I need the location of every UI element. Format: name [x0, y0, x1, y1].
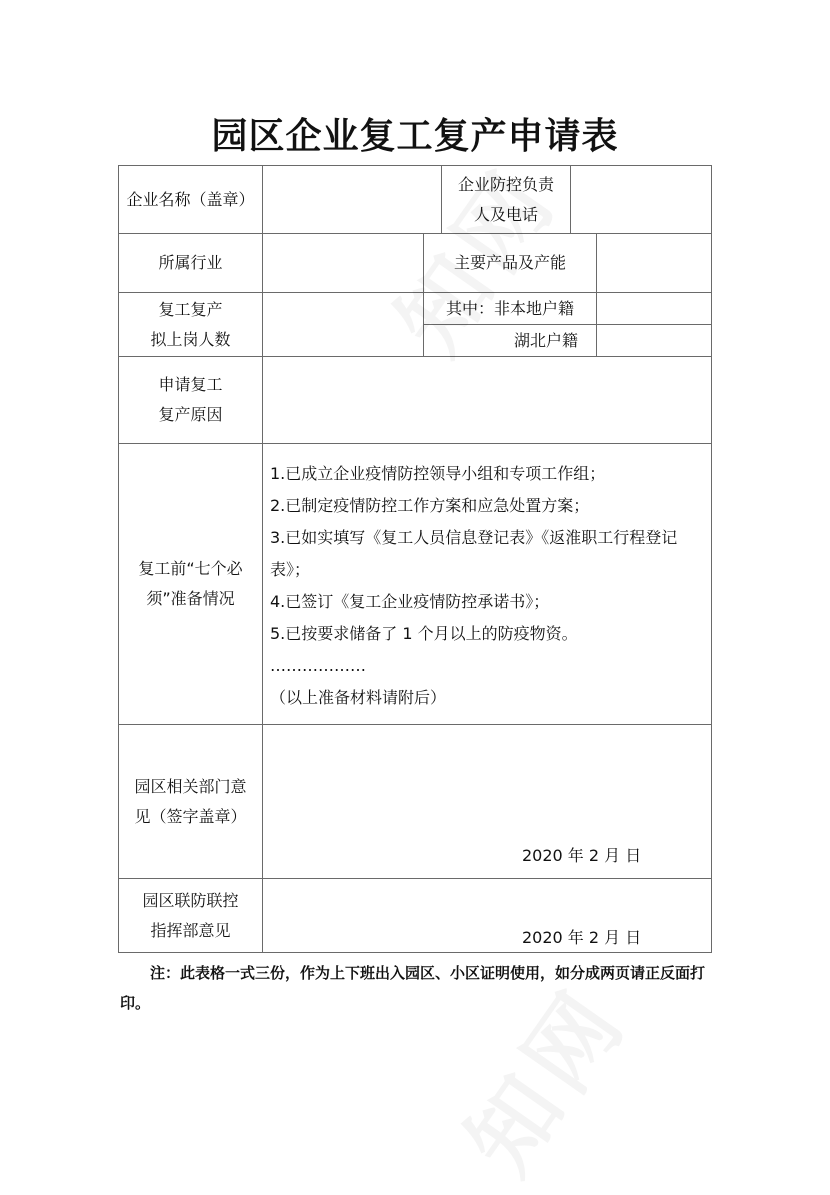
hubei-field[interactable]: [596, 324, 712, 357]
dept-opinion-label-line2: 见（签字盖章）: [134, 806, 247, 826]
reason-field[interactable]: [262, 356, 712, 444]
company-name-label-cell: [118, 165, 263, 234]
contact-label-line2: 人及电话: [473, 204, 538, 224]
preparation-label-cell: [118, 443, 263, 725]
preparation-checklist: [270, 458, 700, 714]
dept-opinion-label-cell: [118, 724, 263, 879]
hq-opinion-label-cell: [118, 878, 263, 953]
staff-label-line1: 复工复产: [158, 299, 223, 319]
product-label: 主要产品及产能: [453, 253, 566, 272]
industry-label-cell: [118, 233, 263, 293]
company-name-label: 企业名称（盖章）: [126, 189, 255, 209]
page-title: 园区企业复工复产申请表: [211, 116, 619, 157]
checklist-item: 5.已按要求储备了 1 个月以上的防疫物资。: [270, 624, 578, 643]
contact-label-line1: 企业防控负责: [457, 174, 554, 194]
contact-field[interactable]: [570, 165, 712, 234]
dept-opinion-field[interactable]: [262, 724, 712, 879]
checklist-item: 2.已制定疫情防控工作方案和应急处置方案；: [270, 496, 590, 515]
reason-label-line2: 复产原因: [158, 405, 223, 424]
nonlocal-field[interactable]: [596, 292, 712, 325]
staff-label-line2: 拟上岗人数: [150, 329, 231, 349]
reason-label-line1: 申请复工: [158, 375, 223, 394]
checklist-attachment-note: （以上准备材料请附后）: [270, 688, 447, 707]
checklist-item: 3.已如实填写《复工人员信息登记表》《返淮职工行程登记表》；: [270, 528, 678, 579]
preparation-label-line1: 复工前“七个必: [138, 559, 243, 578]
hq-opinion-field[interactable]: [262, 878, 712, 953]
reason-label-cell: [118, 356, 263, 444]
hq-opinion-date: 2020 年 2 月 日: [522, 928, 642, 947]
preparation-label-line2: 须”准备情况: [146, 589, 235, 608]
checklist-item: 1.已成立企业疫情防控领导小组和专项工作组；: [270, 464, 606, 483]
hq-opinion-label-line1: 园区联防联控: [142, 890, 239, 910]
industry-label: 所属行业: [158, 253, 223, 272]
staff-label-cell: [118, 292, 263, 357]
checklist-ellipsis: ………………: [270, 656, 366, 675]
checklist-item: 4.已签订《复工企业疫情防控承诺书》；: [270, 592, 550, 611]
dept-opinion-label-line1: 园区相关部门意: [134, 776, 247, 796]
product-field[interactable]: [596, 233, 712, 293]
footer-note: 注：此表格一式三份，作为上下班出入园区、小区证明使用，如分成两页请正反面打印。: [120, 964, 706, 1012]
hubei-label: 湖北户籍: [513, 330, 578, 350]
hq-opinion-label-line2: 指挥部意见: [150, 920, 231, 940]
dept-opinion-date: 2020 年 2 月 日: [522, 846, 642, 865]
nonlocal-label: 其中：非本地户籍: [445, 298, 574, 318]
